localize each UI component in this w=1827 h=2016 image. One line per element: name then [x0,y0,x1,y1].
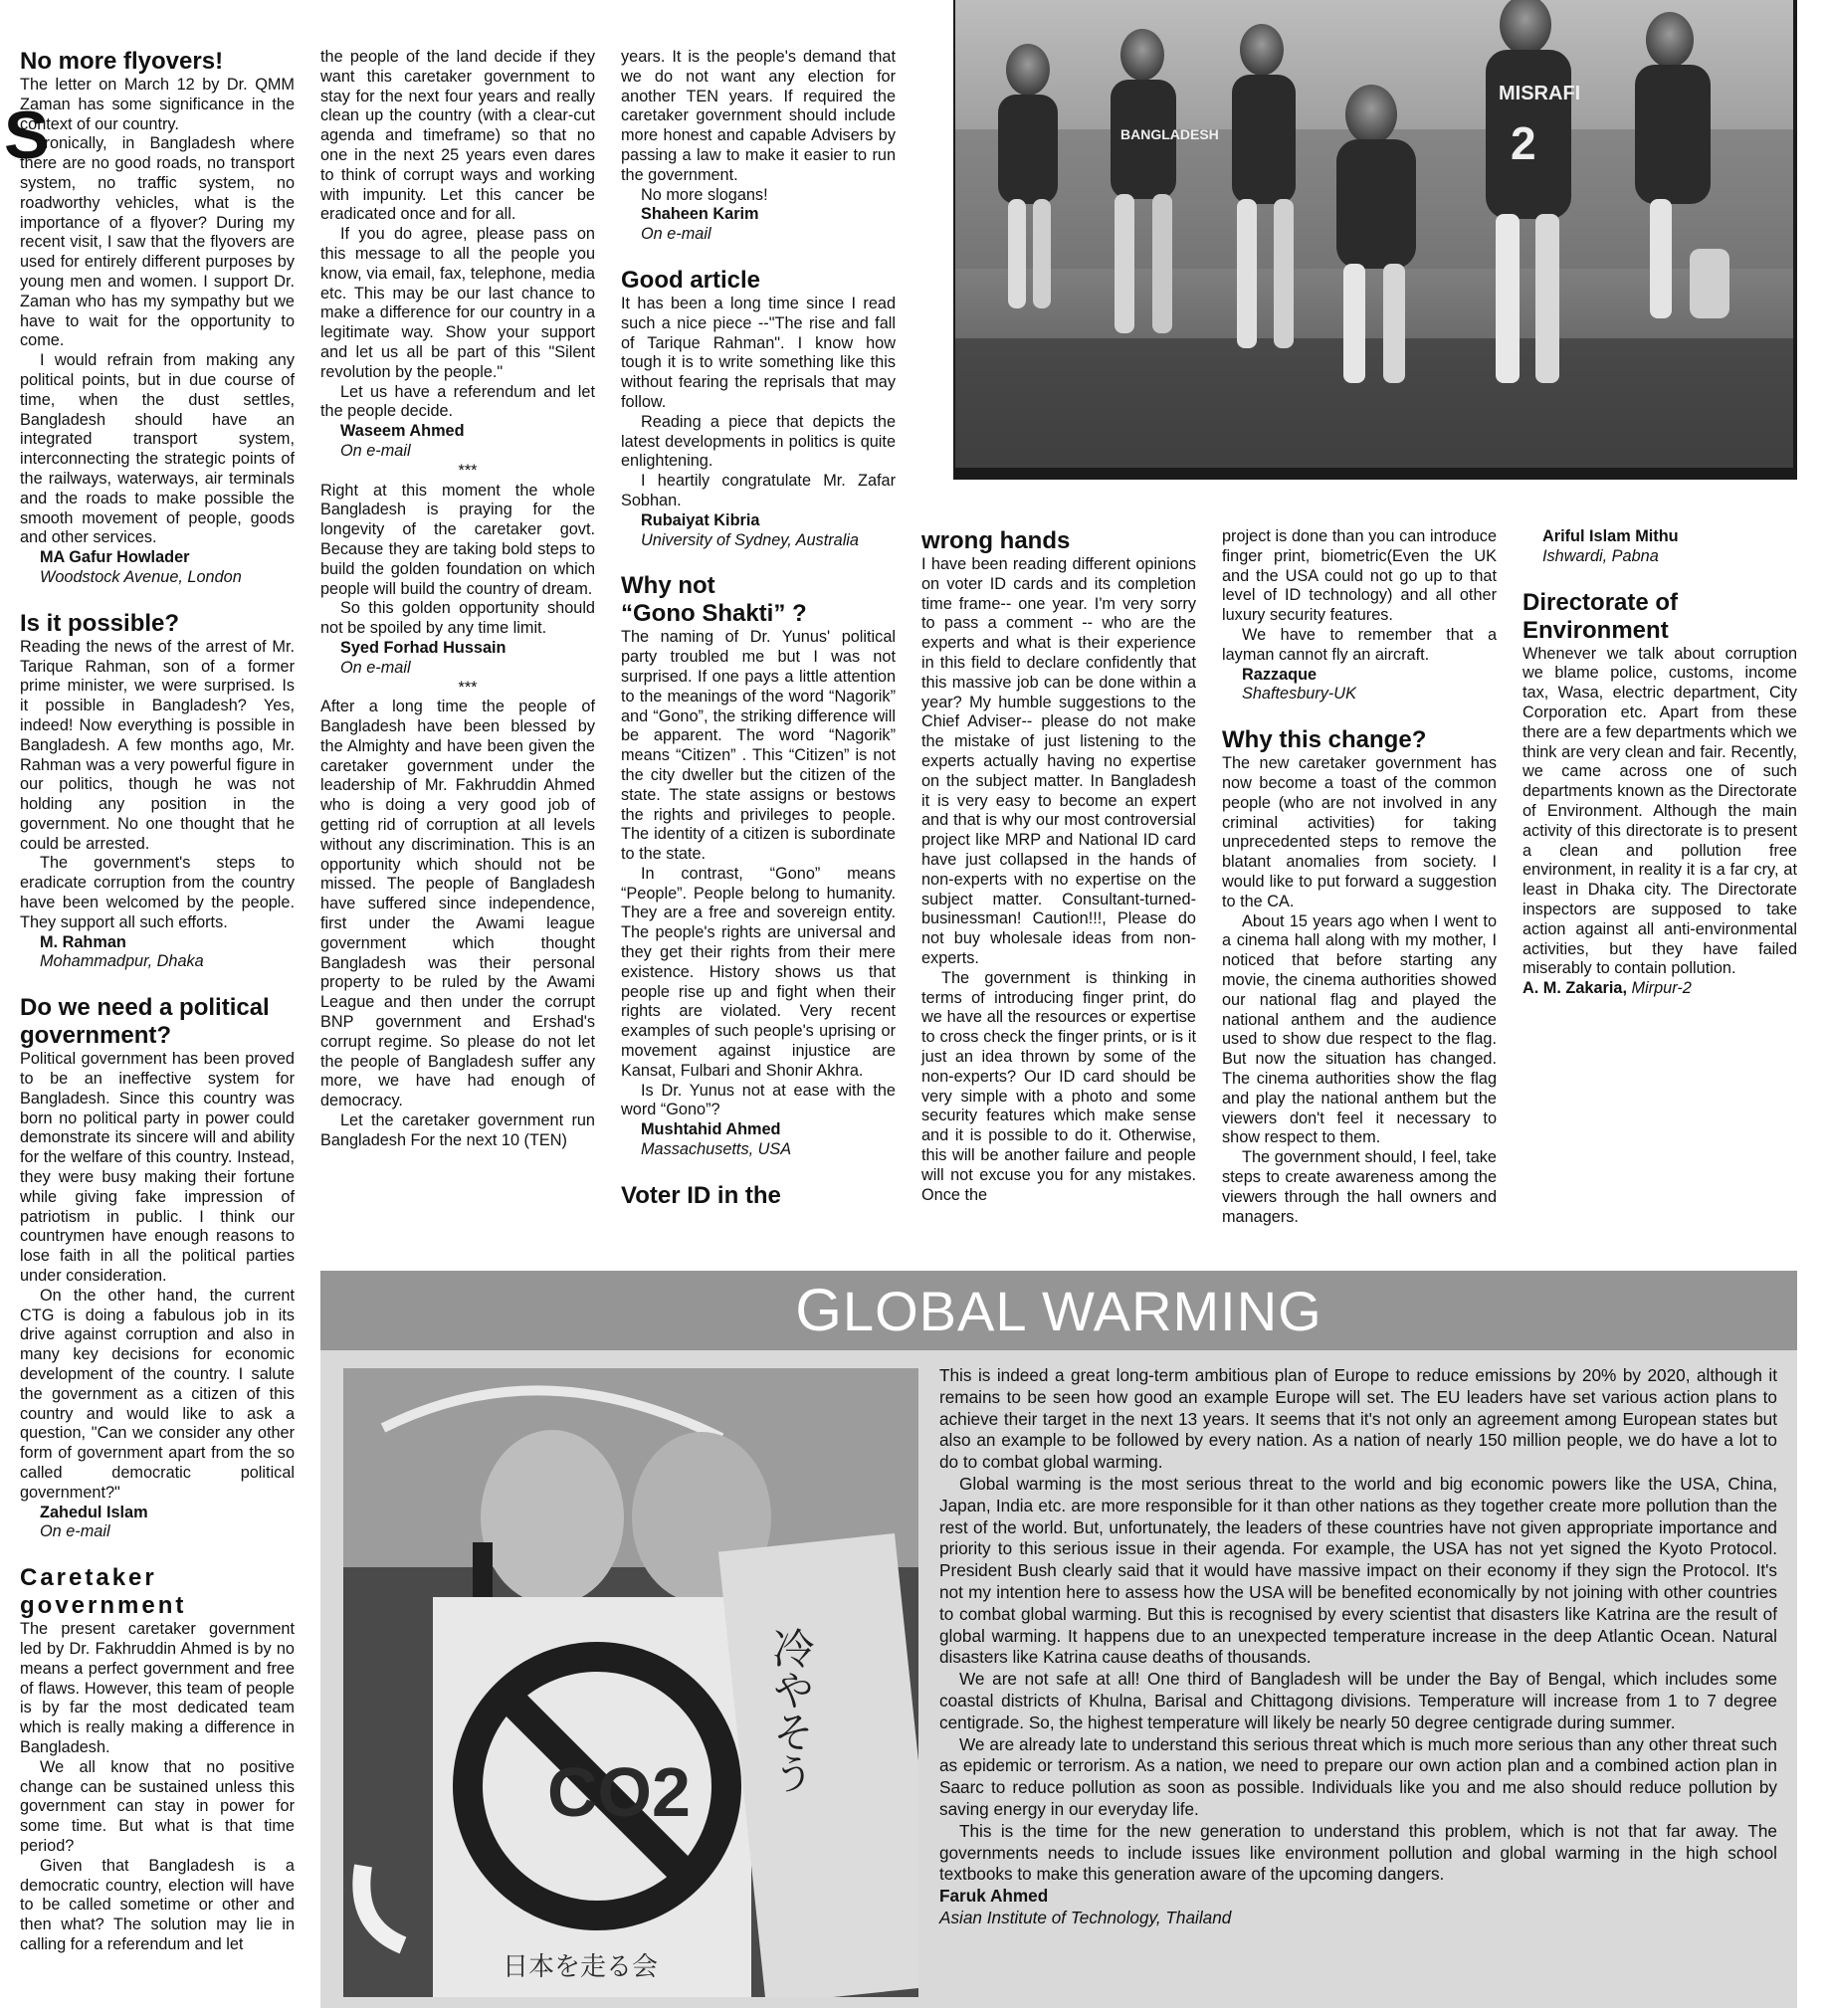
letter-paragraph: I would refrain from making any political points, but in due course of time, when the dust settles, Bangladesh should have an integrated transport system, interconnecting the strategic points of the railways, waterways, air terminals and the roads to make possible the smooth movement of people, goods and other services. [20,351,295,547]
letter-place: On e-mail [641,225,711,244]
letter-title: Why not “Gono Shakti” ? [621,572,807,628]
letter-title: Do we need a political government? [20,994,270,1050]
letter-paragraph: On the other hand, the current CTG is doing a fabulous job in its drive against corruption and also in many key decisions for economic development of the country. I salute the government as a citizen of this country and would like to ask a question, "Can we consider any other form of government apart from the so called democratic political government?" [20,1286,295,1502]
article-paragraph: This is the time for the new generation to understand this problem, which is not that far away. The governments needs to include issues like environment pollution and global warming in the high school textbooks to make this generation aware of the upcoming dangers. [939,1820,1777,1885]
letter-author: Mushtahid Ahmed [641,1120,781,1139]
column-4 [921,527,1196,1205]
cricket-team-photo [953,0,1797,480]
letter-author: MA Gafur Howlader [40,548,190,567]
article-paragraph: Global warming is the most serious threat to the world and big economic powers like the USA, China, Japan, India etc. are more responsible for it than other nations as they together create more pollution than the rest of the world. But, unfortunately, the leaders of these countries have not given appropriate importance and priority to this serious issue in their agenda. For example, the USA has not yet signed the Kyoto Protocol. President Bush clearly said that it would have massive impact on their economy if they sign the Protocol. It's not my intention here to assess how the USA will be benefited economically by not joining with other countries to combat global warming. But this is recognised by every scientist that disasters like Katrina are the result of global warming. It happens due to an unexpected temperature increase in the deep Atlantic Ocean. Natural disasters like Katrina cause deaths of thousands. [939,1473,1777,1668]
column-2 [320,48,595,1151]
letter-title: Why this change? [1222,726,1427,754]
protest-photo [343,1368,918,1997]
letter-title: Directorate of Environment [1522,588,1679,644]
separator-stars: *** [458,461,478,480]
letter-title: No more flyovers! [20,48,224,75]
letter-paragraph: Whenever we talk about corruption we blame police, customs, income tax, Wasa, electric department, City Corporation etc. Apart from these there are a few departments which we think are very clean and fair. Recently, we came across one of such departments known as the Directorate of Environment. Although the main activity of this directorate is to present a clean and pollution free environment, in reality it is a far cry, at least in Dhaka city. The Directorate inspectors are supposed to take action against all anti-environmental activities, but they have failed miserably to contain pollution. [1522,644,1797,978]
letter-paragraph: I heartily congratulate Mr. Zafar Sobhan. [621,472,896,509]
letter-author: Rubaiyat Kibria [641,510,760,529]
letter-paragraph: Reading a piece that depicts the latest developments in politics is quite enlightening. [621,412,896,471]
letter-paragraph: Ironically, in Bangladesh where there are no good roads, no transport system, no traffic system, no roadworthy vehicles, what is the importance of a flyover? During my recent visit, I saw that the flyovers are used for entirely different purposes by young men and women. I support Dr. Zaman who has my sympathy but we have to wait for the opportunity to come. [20,134,295,350]
letter-paragraph: It has been a long time since I read such a nice piece --"The rise and fall of Tarique Rahman". I know how tough it is to write something like this without fearing the reprisals that may follow. [621,294,896,411]
letter-author: M. Rahman [40,932,126,951]
letter-author: Shaheen Karim [641,205,759,224]
letter-place: Massachusetts, USA [641,1140,792,1159]
letter-paragraph: years. It is the people's demand that we do not want any election for another TEN years. If required the caretaker government should include more honest and capable Advisers by passing a law to make it easier to run the government. [621,48,896,184]
column-6 [1522,527,1797,999]
jersey-text: BANGLADESH [1120,126,1219,142]
letter-paragraph: Reading the news of the arrest of Mr. Tarique Rahman, son of a former prime minister, we were surprised. Is it possible in Bangladesh? Yes, indeed! Now everything is possible in Bangladesh. A few months ago, Mr. Rahman was a very powerful figure in our politics, though he was not holding any position in the government. No one thought that he could be arrested. [20,637,295,853]
letter-paragraph: If you do agree, please pass on this message to all the people you know, via email, fax, telephone, media etc. This may be our last chance to make a difference for our country in a legitimate way. Show your support and let us all be part of this "Silent revolution by the people." [320,225,595,381]
letter-paragraph: After a long time the people of Bangladesh have been blessed by the Almighty and have been given the caretaker government under the leadership of Mr. Fakhruddin Ahmed who is doing a very good job of getting rid of corruption at all levels without any discrimination. This is an opportunity which should not be missed. The people of Bangladesh have suffered since independence, first under the Awami league government which thought Bangladesh was their personal property to be ruled by the Awami League and then under the corrupt BNP government and Ershad's corrupt regime. So please do not let the people of Bangladesh suffer any more, we have had enough of democracy. [320,698,595,1110]
japanese-sign-text: 冷やそう [766,1627,816,1794]
column-5 [1222,527,1497,1227]
letter-paragraph: Is Dr. Yunus not at ease with the word “Gono”? [621,1081,896,1119]
letter-place: On e-mail [340,441,411,460]
letter-title: Voter ID in the [621,1181,781,1209]
cricket-photo-graphic [953,0,1797,480]
drop-letter: S [4,98,50,173]
letter-paragraph: Let us have a referendum and let the people decide. [320,382,595,421]
letter-paragraph: About 15 years ago when I went to a cinema hall along with my mother, I noticed that before starting any movie, the cinema authorities showed our national flag and played the national anthem and the audience used to show due respect to the flag. But now the situation has changed. The cinema authorities show the flag and play the national anthem but the viewers don't feel it necessary to show respect to them. [1222,911,1497,1147]
letter-paragraph: Right at this moment the whole Bangladesh is praying for the longevity of the caretaker govt. Because they are taking bold steps to build the golden foundation on which people will build the country of dream. [320,481,595,598]
article-paragraph: We are not safe at all! One third of Bangladesh will be under the Bay of Bengal, which includes some coastal districts of Khulna, Barisal and Chittagong divisions. Temperature will increase from 1 to 7 degree centigrade. So, the highest temperature will likely be nearly 50 degree centigrade during summer. [939,1669,1777,1732]
letter-paragraph: We have to remember that a layman cannot fly an aircraft. [1222,625,1497,664]
letter-paragraph: The government is thinking in terms of introducing finger print, do we have all the resources or expertise to cross check the finger prints, or is it just an idea thrown by some of the non-experts? Our ID card should be very simple with a photo and some security features which make sense and it is possible to do it. Otherwise, this will be another failure and people will not excuse you for any mistakes. Once the [921,968,1196,1204]
letter-paragraph: In contrast, “Gono” means “People”. People belong to humanity. They are a free and sovereign entity. The people's rights are universal and they get their rights from their mere existence. History shows us that people rise up and fight when their rights are violated. Very recent examples of such people's uprising or movement against injustice are Kansat, Fulbari and Shonir Akhra. [621,864,896,1080]
letter-paragraph: project is done than you can introduce finger print, biometric(Even the UK and the USA could not go up to that level of ID technology) and all other luxury security features. [1222,527,1497,625]
letter-author: Ariful Islam Mithu [1542,527,1679,545]
letter-author: Waseem Ahmed [340,422,465,441]
jersey-number: 2 [1511,117,1536,169]
global-warming-title: GLOBAL WARMING [320,1271,1797,1350]
letter-paragraph: The naming of Dr. Yunus' political party troubled me but I was not surprised. If one pays a little attention to the meanings of the word “Nagorik” and “Gono”, the striking difference will be apparent. The word “Nagorik” means “Citizen” . This “Citizen” is not the city dweller but the citizen of the state. The state assigns or bestows the rights and privileges to people. The identity of a citizen is subordinate to the state. [621,628,896,864]
letter-place: Mohammadpur, Dhaka [40,952,204,971]
separator-stars: *** [458,678,478,697]
letter-author: Razzaque [1242,665,1318,684]
letter-paragraph: The present caretaker government led by Dr. Fakhruddin Ahmed is by no means a perfect government and free of flaws. However, this team of people is by far the most dedicated team which is really making a difference in Bangladesh. [20,1620,295,1756]
article-paragraph: This is indeed a great long-term ambitious plan of Europe to reduce emissions by 20% by 2020, although it remains to be seen how good an example Europe will set. The EU leaders have set various action plans to achieve their target in the next 13 years. It seems that it's not only an agreement among European states but also an example to be followed by every nation. As a nation of nearly 150 million people, we do have a lot to do to combat global warming. [939,1365,1777,1473]
global-warming-article [939,1365,1777,1929]
letter-paragraph: So this golden opportunity should not be spoiled by any time limit. [320,599,595,638]
letter-place: Woodstock Avenue, London [40,567,242,586]
letter-paragraph: the people of the land decide if they want this caretaker government to stay for the next four years and really clean up the country (with a clear-cut agenda and timeframe) so that no one in the next 25 years even dares to think of corrupt ways and working with impunity. Let this cancer be eradicated once and for all. [320,48,595,224]
sign-bottom-text: 日本を走る会 [503,1952,659,1982]
letter-signature: A. M. Zakaria, Mirpur-2 [1522,979,1692,998]
letter-author: Syed Forhad Hussain [340,638,507,657]
letter-paragraph: Given that Bangladesh is a democratic country, election will have to be called sometime or other and then what? The solution may lie in calling for a referendum and let [20,1856,295,1953]
letter-title: Is it possible? [20,609,180,637]
letter-title: Caretaker government [20,1564,187,1620]
letter-place: On e-mail [40,1522,110,1541]
letter-place: Shaftesbury-UK [1242,685,1356,704]
article-paragraph: We are already late to understand this serious threat which is much more serious than any other threat such as epidemic or terrorism. As a nation, we need to prepare our own action plan and a combined action plan in Saarc to reduce pollution as soon as possible. Individuals like you and me also should reduce pollution by saving energy in our everyday life. [939,1733,1777,1819]
letter-paragraph: The letter on March 12 by Dr. QMM Zaman has some significance in the context of our country. [20,76,295,133]
letter-title: Good article [621,266,761,294]
letter-paragraph: Let the caretaker government run Bangladesh For the next 10 (TEN) [320,1111,595,1149]
letter-paragraph: No more slogans! [641,185,768,204]
letter-place: University of Sydney, Australia [641,530,859,549]
article-place: Asian Institute of Technology, Thailand [939,1907,1232,1927]
letter-place: On e-mail [340,658,411,677]
column-1 [4,48,295,1955]
letter-paragraph: We all know that no positive change can be sustained unless this government can stay in power for some time. But what is that time period? [20,1757,295,1855]
letter-paragraph: I have been reading different opinions on voter ID cards and its completion time frame-- one year. I'm very sorry to pass a comment -- who are the experts and what is their experience in this field to declare confidently that this massive job can be done within a year? My humble suggestions to the Chief Adviser-- please do not make the mistake of just listening to the experts actually having no expertise on the subject matter. In Bangladesh it is very easy to become an expert and that is why our most controversial project like MRP and National ID card have just collapsed in the hands of non-experts with no expertise on the subject matter. Consultant-turned-businessman! Caution!!!, Please do not buy wholesale ideas from non-experts. [921,555,1196,967]
letter-paragraph: The new caretaker government has now become a toast of the common people (who are not involved in any criminal activities) for taking unprecedented steps to remove the blatant anomalies from society. I would like to put forward a suggestion to the CA. [1222,754,1497,910]
letter-paragraph: Political government has been proved to be an ineffective system for Bangladesh. Since this country was born no political party in power could demonstrate its sincere will and ability for the welfare of this country. Instead, they were busy making their fortune while giving fake impression of patriotism in public. I think our countrymen have enough reasons to lose faith in all the political parties under consideration. [20,1050,295,1286]
letter-paragraph: The government should, I feel, take steps to create awareness among the viewers through the hall owners and managers. [1222,1148,1497,1226]
co2-sign-text: CO2 [547,1753,691,1831]
letter-title: wrong hands [921,527,1071,554]
article-author: Faruk Ahmed [939,1886,1049,1907]
letter-place: Ishwardi, Pabna [1542,546,1659,565]
column-3 [621,48,896,1210]
letter-paragraph: The government's steps to eradicate corruption from the country have been welcomed by the people. They support all such efforts. [20,854,295,931]
letter-author: Zahedul Islam [40,1503,148,1521]
protest-photo-graphic [343,1368,918,1997]
jersey-name: MISRAFI [1499,83,1581,104]
